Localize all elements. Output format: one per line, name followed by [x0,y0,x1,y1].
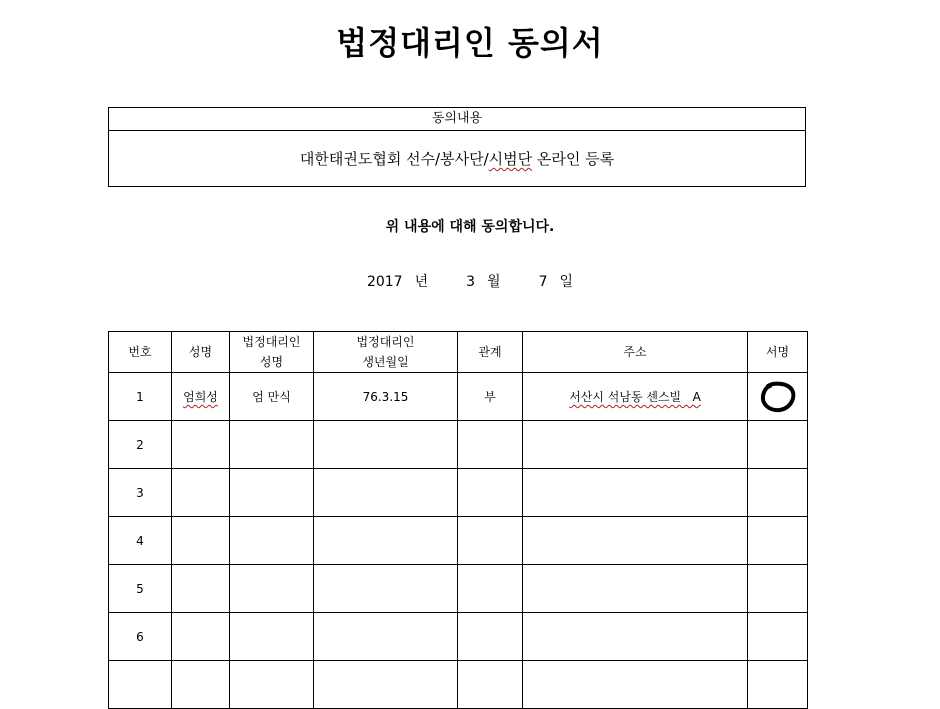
row-name [172,373,230,421]
header-guardian-name-line2: 성명 [259,355,284,369]
row-signature [748,421,808,469]
row-guardian-name [230,469,314,517]
header-guardian-birth [314,332,458,373]
consent-content-suffix: 온라인 등록 [532,150,615,168]
consent-content-underlined: 시범단 [488,150,533,168]
row-number: 6 [109,613,172,661]
row-signature [748,469,808,517]
row-guardian-name [230,565,314,613]
row-relation [458,421,523,469]
header-relation: 관계 [458,332,523,373]
row-number [109,661,172,709]
row-signature [748,373,808,421]
row-address [523,661,748,709]
row-number: 2 [109,421,172,469]
row-guardian-birth [314,661,458,709]
row-guardian-birth [314,421,458,469]
row-guardian-birth [314,565,458,613]
date-year-unit: 년 [414,274,429,290]
row-address [523,421,748,469]
row-address [523,613,748,661]
table-row [109,613,808,661]
table-row [109,469,808,517]
header-guardian-name-line1: 법정대리인 [242,335,301,349]
row-name [172,661,230,709]
row-address [523,469,748,517]
row-address [523,565,748,613]
row-relation [458,469,523,517]
row-guardian-name [230,421,314,469]
date-month: 3 [466,274,476,290]
row-address-text: 서산시 석남동 센스빌 A [569,390,701,404]
row-name [172,613,230,661]
row-guardian-name [230,613,314,661]
header-signature: 서명 [748,332,808,373]
row-number: 5 [109,565,172,613]
row-name [172,517,230,565]
date-month-unit: 월 [487,274,501,290]
row-name [172,469,230,517]
row-guardian-birth: 76.3.15 [314,373,458,421]
signature-mark-icon [758,380,798,414]
agreement-statement: 위 내용에 대해 동의합니다. [385,219,555,235]
row-guardian-birth [314,517,458,565]
row-signature [748,661,808,709]
table-row [109,421,808,469]
row-name-text: 엄희성 [183,390,218,404]
row-guardian-name [230,661,314,709]
row-relation [458,565,523,613]
row-signature [748,565,808,613]
consent-date [0,271,940,291]
header-guardian-birth-line1: 법정대리인 [356,335,415,349]
row-signature [748,613,808,661]
table-row [109,661,808,709]
consent-box [108,107,806,187]
document-title: 법정대리인 동의서 [336,24,604,62]
row-number: 4 [109,517,172,565]
row-guardian-birth [314,469,458,517]
row-address [523,517,748,565]
row-relation [458,661,523,709]
date-year: 2017 [366,274,403,290]
consent-content-prefix: 대한태권도협회 선수/봉사단/ [299,150,489,168]
row-relation: 부 [458,373,523,421]
row-signature [748,517,808,565]
header-guardian-birth-line2: 생년월일 [362,355,409,369]
row-guardian-name: 엄 만식 [230,373,314,421]
row-name [172,565,230,613]
row-guardian-name [230,517,314,565]
header-address: 주소 [523,332,748,373]
header-number: 번호 [109,332,172,373]
date-day: 7 [538,274,548,290]
header-name: 성명 [172,332,230,373]
row-name [172,421,230,469]
table-row [109,517,808,565]
row-relation [458,517,523,565]
row-address [523,373,748,421]
consent-header: 동의내용 [109,108,805,131]
guardian-consent-table [108,331,808,709]
row-number: 3 [109,469,172,517]
consent-content [109,131,805,187]
table-row [109,373,808,421]
row-number: 1 [109,373,172,421]
table-row [109,565,808,613]
row-relation [458,613,523,661]
row-guardian-birth [314,613,458,661]
header-guardian-name [230,332,314,373]
date-day-unit: 일 [559,274,574,290]
table-header-row [109,332,808,373]
